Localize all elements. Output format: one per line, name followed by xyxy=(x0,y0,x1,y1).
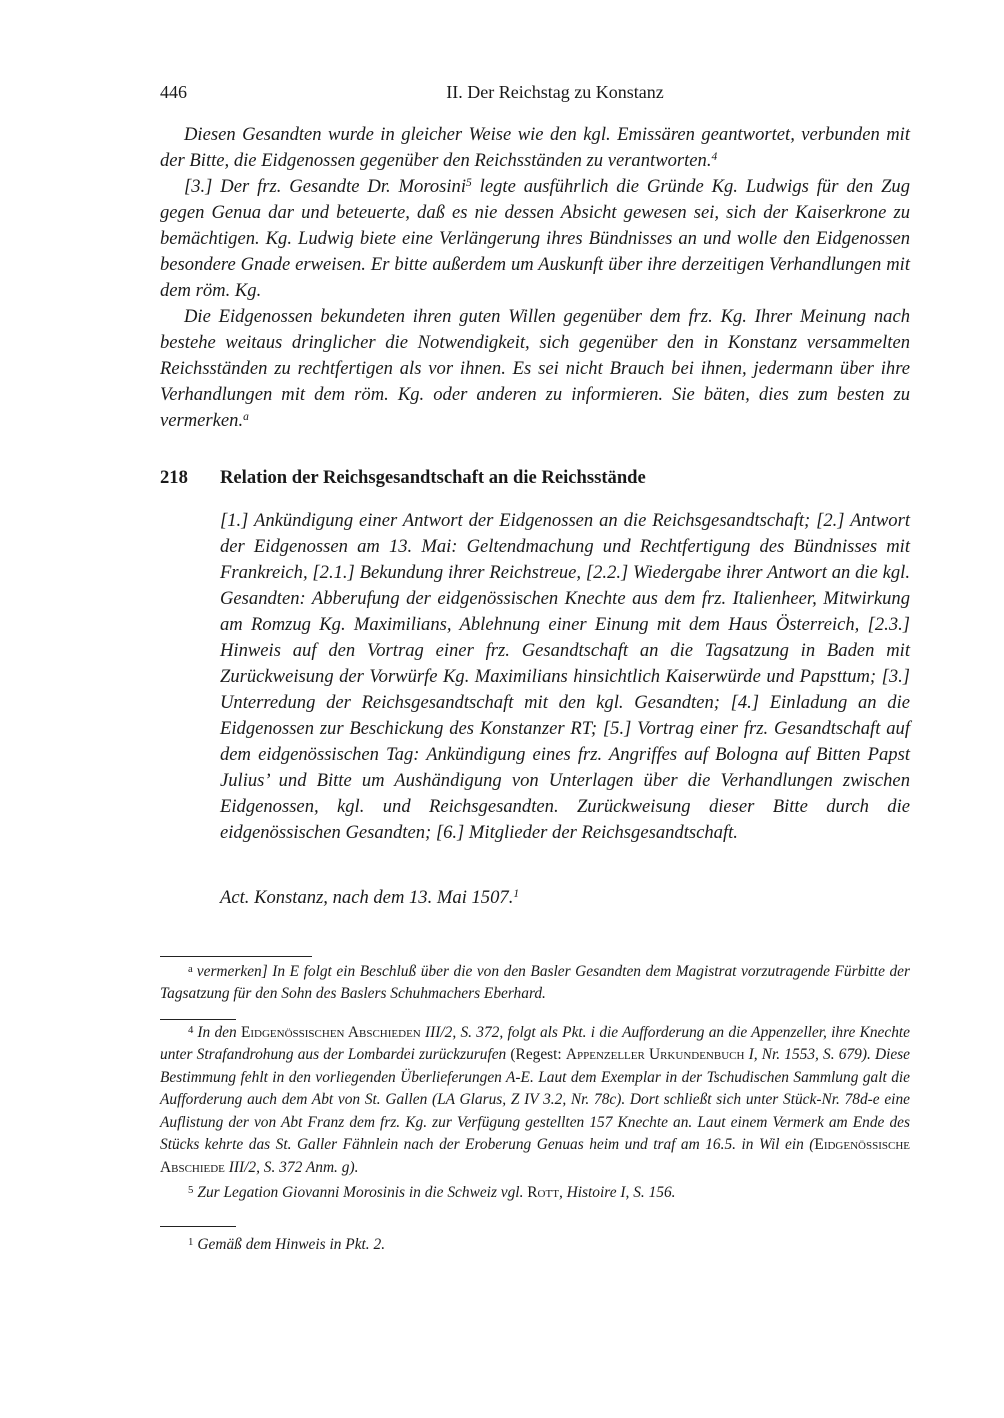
footnote-ref[interactable]: 5 xyxy=(466,177,472,190)
running-title: II. Der Reichstag zu Konstanz xyxy=(446,82,664,102)
footnote-4 xyxy=(160,1019,910,1205)
footnote-mark: 1 xyxy=(188,1236,194,1248)
footnote-text: III/2, S. 372 Anm. g). xyxy=(224,1158,359,1176)
source-title: Eidgenössische Abschiede xyxy=(160,1136,910,1176)
footnote-text: vermerken] In E folgt ein Beschluß über die von den Basler Gesandten dem Magistrat vorzutragende Fürbitte der Tagsatzung für den Sohn des Baslers Schuhmachers Eberhard. xyxy=(160,962,910,1003)
footnote-divider xyxy=(160,1226,236,1227)
footnote-text: , Histoire I, S. 156. xyxy=(558,1184,676,1202)
source-title: Eidgenössischen Abschieden xyxy=(240,1023,421,1041)
main-text xyxy=(160,122,910,434)
document-number: 218 xyxy=(160,467,188,488)
summary-text: [1.] Ankündigung einer Antwort der Eidgenossen an die Reichsgesandtschaft; [2.] Antwort der Eidgenossen am 13. Mai: Geltendmachung und Rechtfertigung des Bündnisses mit Frankreich, [2.1.] Bekundung ihrer Reichstreue, [2.2.] Wiedergabe ihrer Antwort an die kgl. Gesandten: Abberufung der eidgenössischen Knechte aus dem frz. Italienheer, Mitwirkung am Romzug Kg. Maximilians, Ablehnung einer Einung mit dem Haus Österreich, [2.3.] Hinweis auf den Vortrag einer frz. Gesandtschaft an die Tagsatzung in Baden mit Zurückweisung der Vorwürfe Kg. Maximilians hinsichtlich Kaiserwürde und Papsttum; [3.] Unterredung der Reichsgesandtschaft mit den kgl. Gesandten; [4.] Einladung an die Eidgenossen zur Beschickung des Konstanzer RT; [5.] Vortrag einer frz. Gesandtschaft auf dem eidgenössischen Tag: Ankündigung eines frz. Angriffes auf Bologna auf Bitten Papst Julius’ und Bitte um Aushändigung von Unterlagen über die Verhandlungen zwischen Eidgenossen, kgl. und Reichsgesandten. Zurückweisung dieser Bitte durch die eidgenössischen Gesandten; [6.] Mitglieder der Reichsgesandtschaft. xyxy=(220,510,910,843)
footnote-mark: 5 xyxy=(188,1184,194,1197)
running-header xyxy=(160,82,910,106)
footnote-text: Zur Legation Giovanni Morosinis in die Schweiz vgl. xyxy=(197,1184,528,1202)
footnote-text: III/2, S. 372, folgt als Pkt. i die Aufforderung an die Appenzeller, ihre Knechte unter Strafandrohung aus der Lombardei zurückzurufen xyxy=(160,1023,911,1064)
footnote-divider xyxy=(160,956,312,957)
footnote-mark: a xyxy=(188,963,193,975)
author-name: Rott xyxy=(527,1184,559,1202)
paragraph-text: Diesen Gesandten wurde in gleicher Weise wie den kgl. Emissären geantwortet, verbunden mit der Bitte, die Eidgenossen gegenüber den Reichsständen zu verantworten. xyxy=(160,124,910,171)
footnote-mark: 4 xyxy=(188,1024,194,1036)
footnote-a xyxy=(160,958,910,1006)
document-heading xyxy=(160,467,646,489)
document-title: Relation der Reichsgesandtschaft an die Reichsstände xyxy=(220,467,646,488)
footnote-ref[interactable]: 4 xyxy=(711,151,718,164)
paragraph-text: legte ausführlich die Gründe Kg. Ludwigs für den Zug gegen Genua dar und beteuerte, daß es nie dessen Absicht gewesen sei, sich der Kaiserkrone zu bemächtigen. Kg. Ludwig biete eine Verlängerung ihres Bündnisses an und wolle den Eidgenossen besondere Gnade erweisen. Er bitte außerdem um Auskunft über ihre derzeitigen Verhandlungen mit dem röm. Kg. xyxy=(160,176,910,301)
paragraph xyxy=(160,304,910,434)
document-dating xyxy=(220,887,519,909)
paragraph-text: Die Eidgenossen bekundeten ihren guten Willen gegenüber dem frz. Kg. Ihrer Meinung nach bestehe weitaus dringlicher die Notwendigkeit, sich gegenüber den in Konstanz versammelten Reichsständen zu rechtfertigen als vor ihnen. Es sei nicht Brauch bei ihnen, jedermann über ihre Verhandlungen mit dem röm. Kg. oder anderen zu informieren. Sie bäten, dies zum besten zu vermerken. xyxy=(160,306,910,431)
footnote-1 xyxy=(160,1231,910,1256)
footnote-text: I, Nr. 1553, S. 679). Diese Bestimmung fehlt in den vorliegenden Überlieferungen A-E. Laut dem Exemplar in der Tschudischen Sammlung galt die Aufforderung auch dem Abt von St. Gallen (LA Glarus, Z IV 3.2, Nr. 78c). Dort schließt sich unter Stück-Nr. 78d-e eine Auflistung der von Abt Franz dem frz. Kg. zur Verfügung gestellten 157 Knechte an. Laut einem Vermerk am Ende des Stücks kehrte das St. Galler Fähnlein nach der Eroberung Genuas heim und traf am 16.5. in Wil ein ( xyxy=(160,1046,911,1154)
footnote-text: (Regest: xyxy=(510,1046,566,1064)
paragraph xyxy=(160,174,910,304)
page-number: 446 xyxy=(160,82,187,102)
footnote-text: In den xyxy=(197,1023,241,1041)
paragraph xyxy=(160,122,910,174)
document-summary xyxy=(220,508,910,846)
dating-text: Act. Konstanz, nach dem 13. Mai 1507. xyxy=(220,887,514,908)
footnote-ref[interactable]: a xyxy=(243,411,249,424)
footnote-ref[interactable]: 1 xyxy=(513,888,520,901)
paragraph-text: [3.] Der frz. Gesandte Dr. Morosini xyxy=(184,176,467,197)
source-title: Appenzeller Urkundenbuch xyxy=(565,1046,745,1064)
footnote-text: Gemäß dem Hinweis in Pkt. 2. xyxy=(197,1235,386,1253)
